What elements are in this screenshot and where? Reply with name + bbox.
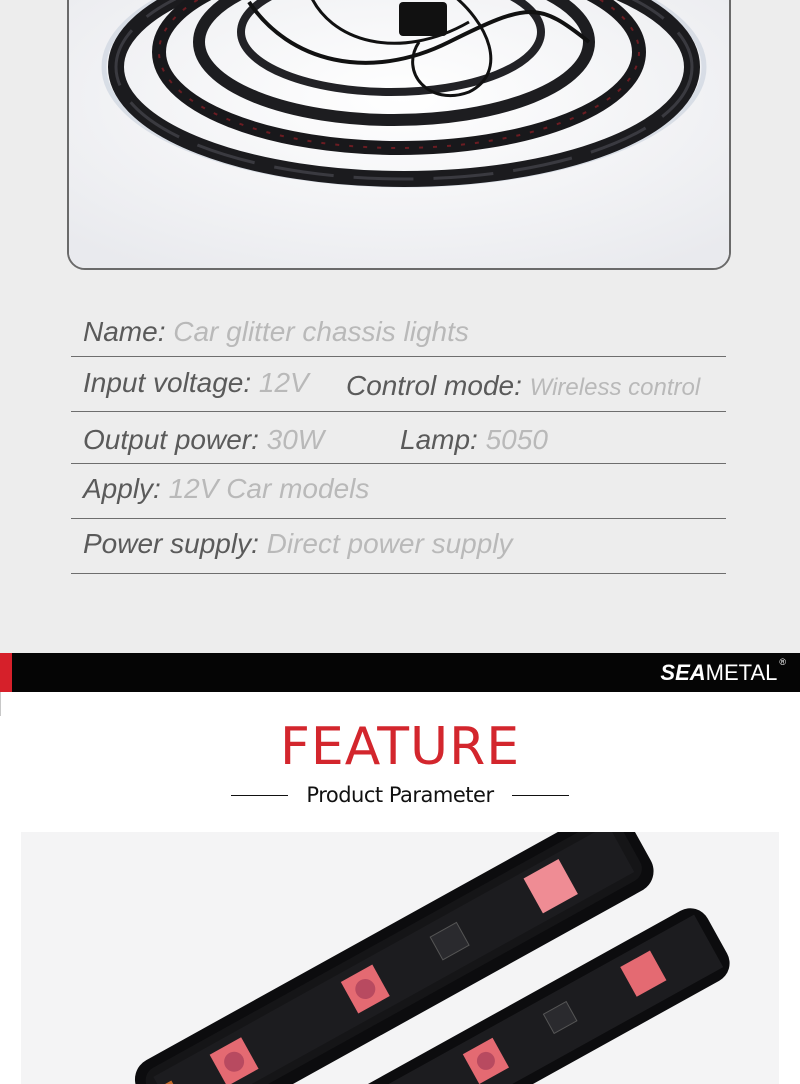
divider xyxy=(71,463,726,464)
subtitle-left-rule xyxy=(231,795,288,796)
subtitle-right-rule xyxy=(512,795,569,796)
spec-power-value: 30W xyxy=(266,424,325,455)
spec-name-label: Name: xyxy=(83,316,166,347)
feature-subtitle: Product Parameter xyxy=(306,783,494,807)
spec-power xyxy=(83,424,324,456)
banner-accent xyxy=(0,653,12,692)
led-strip-closeup-image xyxy=(21,832,779,1084)
spec-lamp-value: 5050 xyxy=(485,424,548,455)
spec-power-label: Output power: xyxy=(83,424,259,455)
spec-supply xyxy=(83,528,513,560)
spec-lamp-label: Lamp: xyxy=(400,424,478,455)
spec-apply-value: 12V Car models xyxy=(168,473,370,504)
spec-control-label: Control mode: xyxy=(346,370,522,401)
spec-name-value: Car glitter chassis lights xyxy=(173,316,469,347)
divider xyxy=(71,573,726,574)
logo-bold-text: SEA xyxy=(660,660,706,685)
spec-apply-label: Apply: xyxy=(83,473,161,504)
feature-heading: FEATURE xyxy=(279,717,521,777)
product-photo-coiled-strip xyxy=(67,0,731,270)
coiled-light-strip-image xyxy=(69,0,731,270)
spec-voltage-value: 12V xyxy=(258,367,309,398)
spec-control xyxy=(346,370,700,402)
feature-subtitle-row xyxy=(0,783,800,807)
spec-lamp xyxy=(400,424,548,456)
spec-voltage xyxy=(83,367,309,399)
spec-name xyxy=(83,316,469,348)
brand-logo xyxy=(660,659,786,687)
controller-box xyxy=(399,2,447,36)
spec-control-value: Wireless control xyxy=(529,374,701,401)
registered-mark: ® xyxy=(779,657,786,667)
divider xyxy=(71,411,726,412)
product-photo-led-strips xyxy=(21,832,779,1084)
banner-tick xyxy=(0,692,1,716)
divider xyxy=(71,356,726,357)
divider xyxy=(71,518,726,519)
spec-supply-label: Power supply: xyxy=(83,528,259,559)
spec-apply xyxy=(83,473,369,505)
logo-thin-text: METAL xyxy=(705,660,778,685)
spec-voltage-label: Input voltage: xyxy=(83,367,252,398)
spec-supply-value: Direct power supply xyxy=(266,528,513,559)
